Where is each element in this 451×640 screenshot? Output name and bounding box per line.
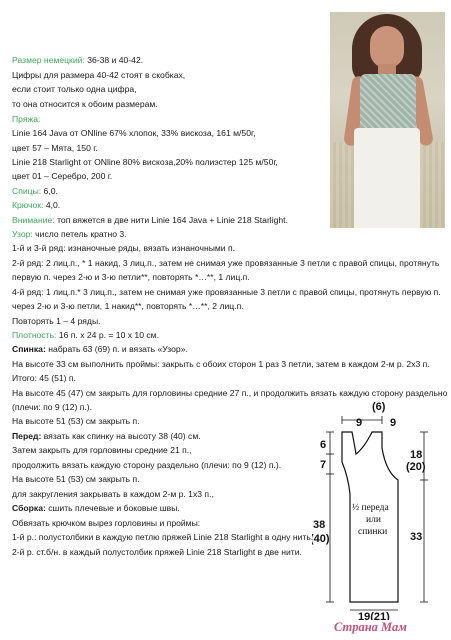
- text-line: [12, 301, 244, 312]
- diagram-note-1: ½ переда: [352, 503, 389, 513]
- text-line: [12, 128, 255, 139]
- text-line: [12, 431, 201, 442]
- text-line: [12, 157, 278, 168]
- text-line: [12, 460, 281, 471]
- line-text: На высоте 51 (53) см закрыть п.: [12, 474, 140, 484]
- line-text: Linie 164 Java от ONline 67% хлопок, 33% вискоза, 161 м/50г,: [12, 128, 256, 138]
- line-text: 2-й ряд: 2 лиц.п., * 1 накид, 3 лиц.п., затем не снимая уже провязанные 3 петли с правой спицы, протянуть: [12, 258, 440, 268]
- text-line: [12, 489, 214, 500]
- dim-neck-front: 6: [320, 439, 327, 451]
- line-text: 4,0.: [43, 200, 61, 210]
- text-line: [12, 229, 127, 240]
- section-label: Крючок:: [12, 200, 44, 210]
- line-text: 16 п. х 24 р. = 10 х 10 см.: [56, 330, 159, 340]
- line-text: топ вяжется в две нити Linie 164 Java + Linie 218 Starlight.: [54, 215, 288, 225]
- text-line: [12, 84, 137, 95]
- line-text: 1-й р.: полустолбики в каждую петлю пряжей Linie 218 Starlight в одну нить.: [12, 532, 314, 542]
- line-text: цвет 01 – Серебро, 200 г.: [12, 171, 113, 181]
- dim-height-alt: 40): [313, 533, 330, 545]
- section-label: Узор:: [12, 229, 33, 239]
- text-line: [12, 532, 313, 543]
- line-text: Цифры для размера 40-42 стоят в скобках,: [12, 70, 186, 80]
- text-line: [12, 70, 185, 81]
- line-text: 36-38 и 40-42.: [84, 55, 144, 65]
- line-text: число петель кратно 3.: [32, 229, 127, 239]
- line-text: через 2-ю и 3-ю петли, 1 накид**, повторять *…**, 2 лиц.п.: [12, 301, 244, 311]
- line-text: набрать 63 (69) п. и вязать «Узор».: [45, 344, 188, 354]
- text-line: [12, 402, 92, 413]
- line-text: Итого: 45 (51) п.: [12, 373, 76, 383]
- line-text: продолжить вязать каждую сторону раздельно (плечи: по 9 (12) п.).: [12, 460, 282, 470]
- section-label: Плотность:: [12, 330, 57, 340]
- text-line: [12, 373, 76, 384]
- line-text: сшить плечевые и боковые швы.: [45, 503, 180, 513]
- line-text: первую п. через 2-ю и 3-ю петли**, повторять *…**, 1 лиц.п.: [12, 272, 250, 282]
- text-line: [12, 258, 439, 269]
- text-line: [12, 503, 180, 514]
- line-text: На высоте 33 см выполнить проймы: закрыть с обоих сторон 1 раз 3 петли, затем в каждом 2-м р. 2х3 п.: [12, 359, 430, 369]
- text-line: [12, 344, 188, 355]
- section-label: Размер немецкий:: [12, 55, 85, 65]
- line-text: 2-й р. ст.б/н. в каждый полустолбик пряжей Linie 218 Starlight в две нити.: [12, 547, 302, 557]
- section-heading: Спинка:: [12, 344, 46, 354]
- text-line: [12, 99, 158, 110]
- pattern-diagram: [312, 402, 444, 620]
- diagram-note-2: или: [366, 515, 381, 525]
- line-text: Затем закрыть для горловины средние 21 п.,: [12, 445, 192, 455]
- line-text: На высоте 45 (47) см закрыть для горловины средние 27 п., и продолжить вязать каждую сторону раздельно: [12, 388, 448, 398]
- section-label: Внимание:: [12, 215, 55, 225]
- text-line: [12, 316, 101, 327]
- text-line: [12, 518, 200, 529]
- dim-side: 33: [410, 531, 423, 543]
- line-text: 6,0.: [41, 186, 58, 196]
- dim-top-neck-alt: (6): [372, 402, 386, 413]
- text-line: [12, 143, 98, 154]
- text-line: [12, 215, 288, 226]
- text-line: [12, 186, 58, 197]
- dim-armhole: 18: [410, 449, 423, 461]
- section-heading: Перед:: [12, 431, 42, 441]
- line-text: 1-й и 3-й ряд: изнаночные ряды, вязать изнаночными п.: [12, 243, 236, 253]
- text-line: [12, 272, 250, 283]
- line-text: то она относится к обоим размерам.: [12, 99, 158, 109]
- line-text: Linie 218 Starlight от ONline 80% вискоза,20% полиэстер 125 м/50г,: [12, 157, 278, 167]
- dim-armhole-alt: (20): [406, 461, 426, 473]
- section-label: Спицы:: [12, 186, 42, 196]
- line-text: 4-й ряд: 1 лиц.п.* 3 лиц.п., затем не снимая уже провязанные 3 петли с правой спицы, протянуть первую п.: [12, 287, 441, 297]
- line-text: цвет 57 – Мята, 150 г.: [12, 143, 98, 153]
- text-line: [12, 359, 430, 370]
- text-line: [12, 445, 192, 456]
- dim-bottom: 19(21): [358, 611, 390, 620]
- text-line: [12, 547, 302, 558]
- dim-shoulder-left: 9: [356, 417, 363, 429]
- text-line: [12, 200, 60, 211]
- line-text: Обвязать крючком вырез горловины и проймы:: [12, 518, 201, 528]
- text-line: [12, 55, 143, 66]
- dim-neck-back: 7: [320, 459, 327, 471]
- text-line: [12, 243, 235, 254]
- line-text: вязать как спинку на высоту 38 (40) см.: [41, 431, 201, 441]
- line-text: если стоит только одна цифра,: [12, 84, 137, 94]
- line-text: (плечи: по 9 (12) п.).: [12, 402, 93, 412]
- line-text: На высоте 51 (53) см закрыть п.: [12, 416, 140, 426]
- text-line: [12, 474, 140, 485]
- dim-shoulder-right: 9: [390, 417, 397, 429]
- text-line: [12, 114, 40, 125]
- line-text: для закругления закрывать в каждом 2-м р. 1х3 п.,: [12, 489, 214, 499]
- line-text: Повторять 1 – 4 ряды.: [12, 316, 101, 326]
- text-line: [12, 330, 159, 341]
- model-photo: [330, 12, 445, 228]
- watermark-logo: Страна Мам: [334, 620, 407, 634]
- text-line: [12, 388, 447, 399]
- section-heading: Сборка:: [12, 503, 46, 513]
- section-label: Пряжа:: [12, 114, 41, 124]
- dim-height: 38: [313, 519, 326, 531]
- diagram-note-3: спинки: [358, 527, 388, 537]
- text-line: [12, 287, 441, 298]
- text-line: [12, 171, 112, 182]
- text-line: [12, 416, 140, 427]
